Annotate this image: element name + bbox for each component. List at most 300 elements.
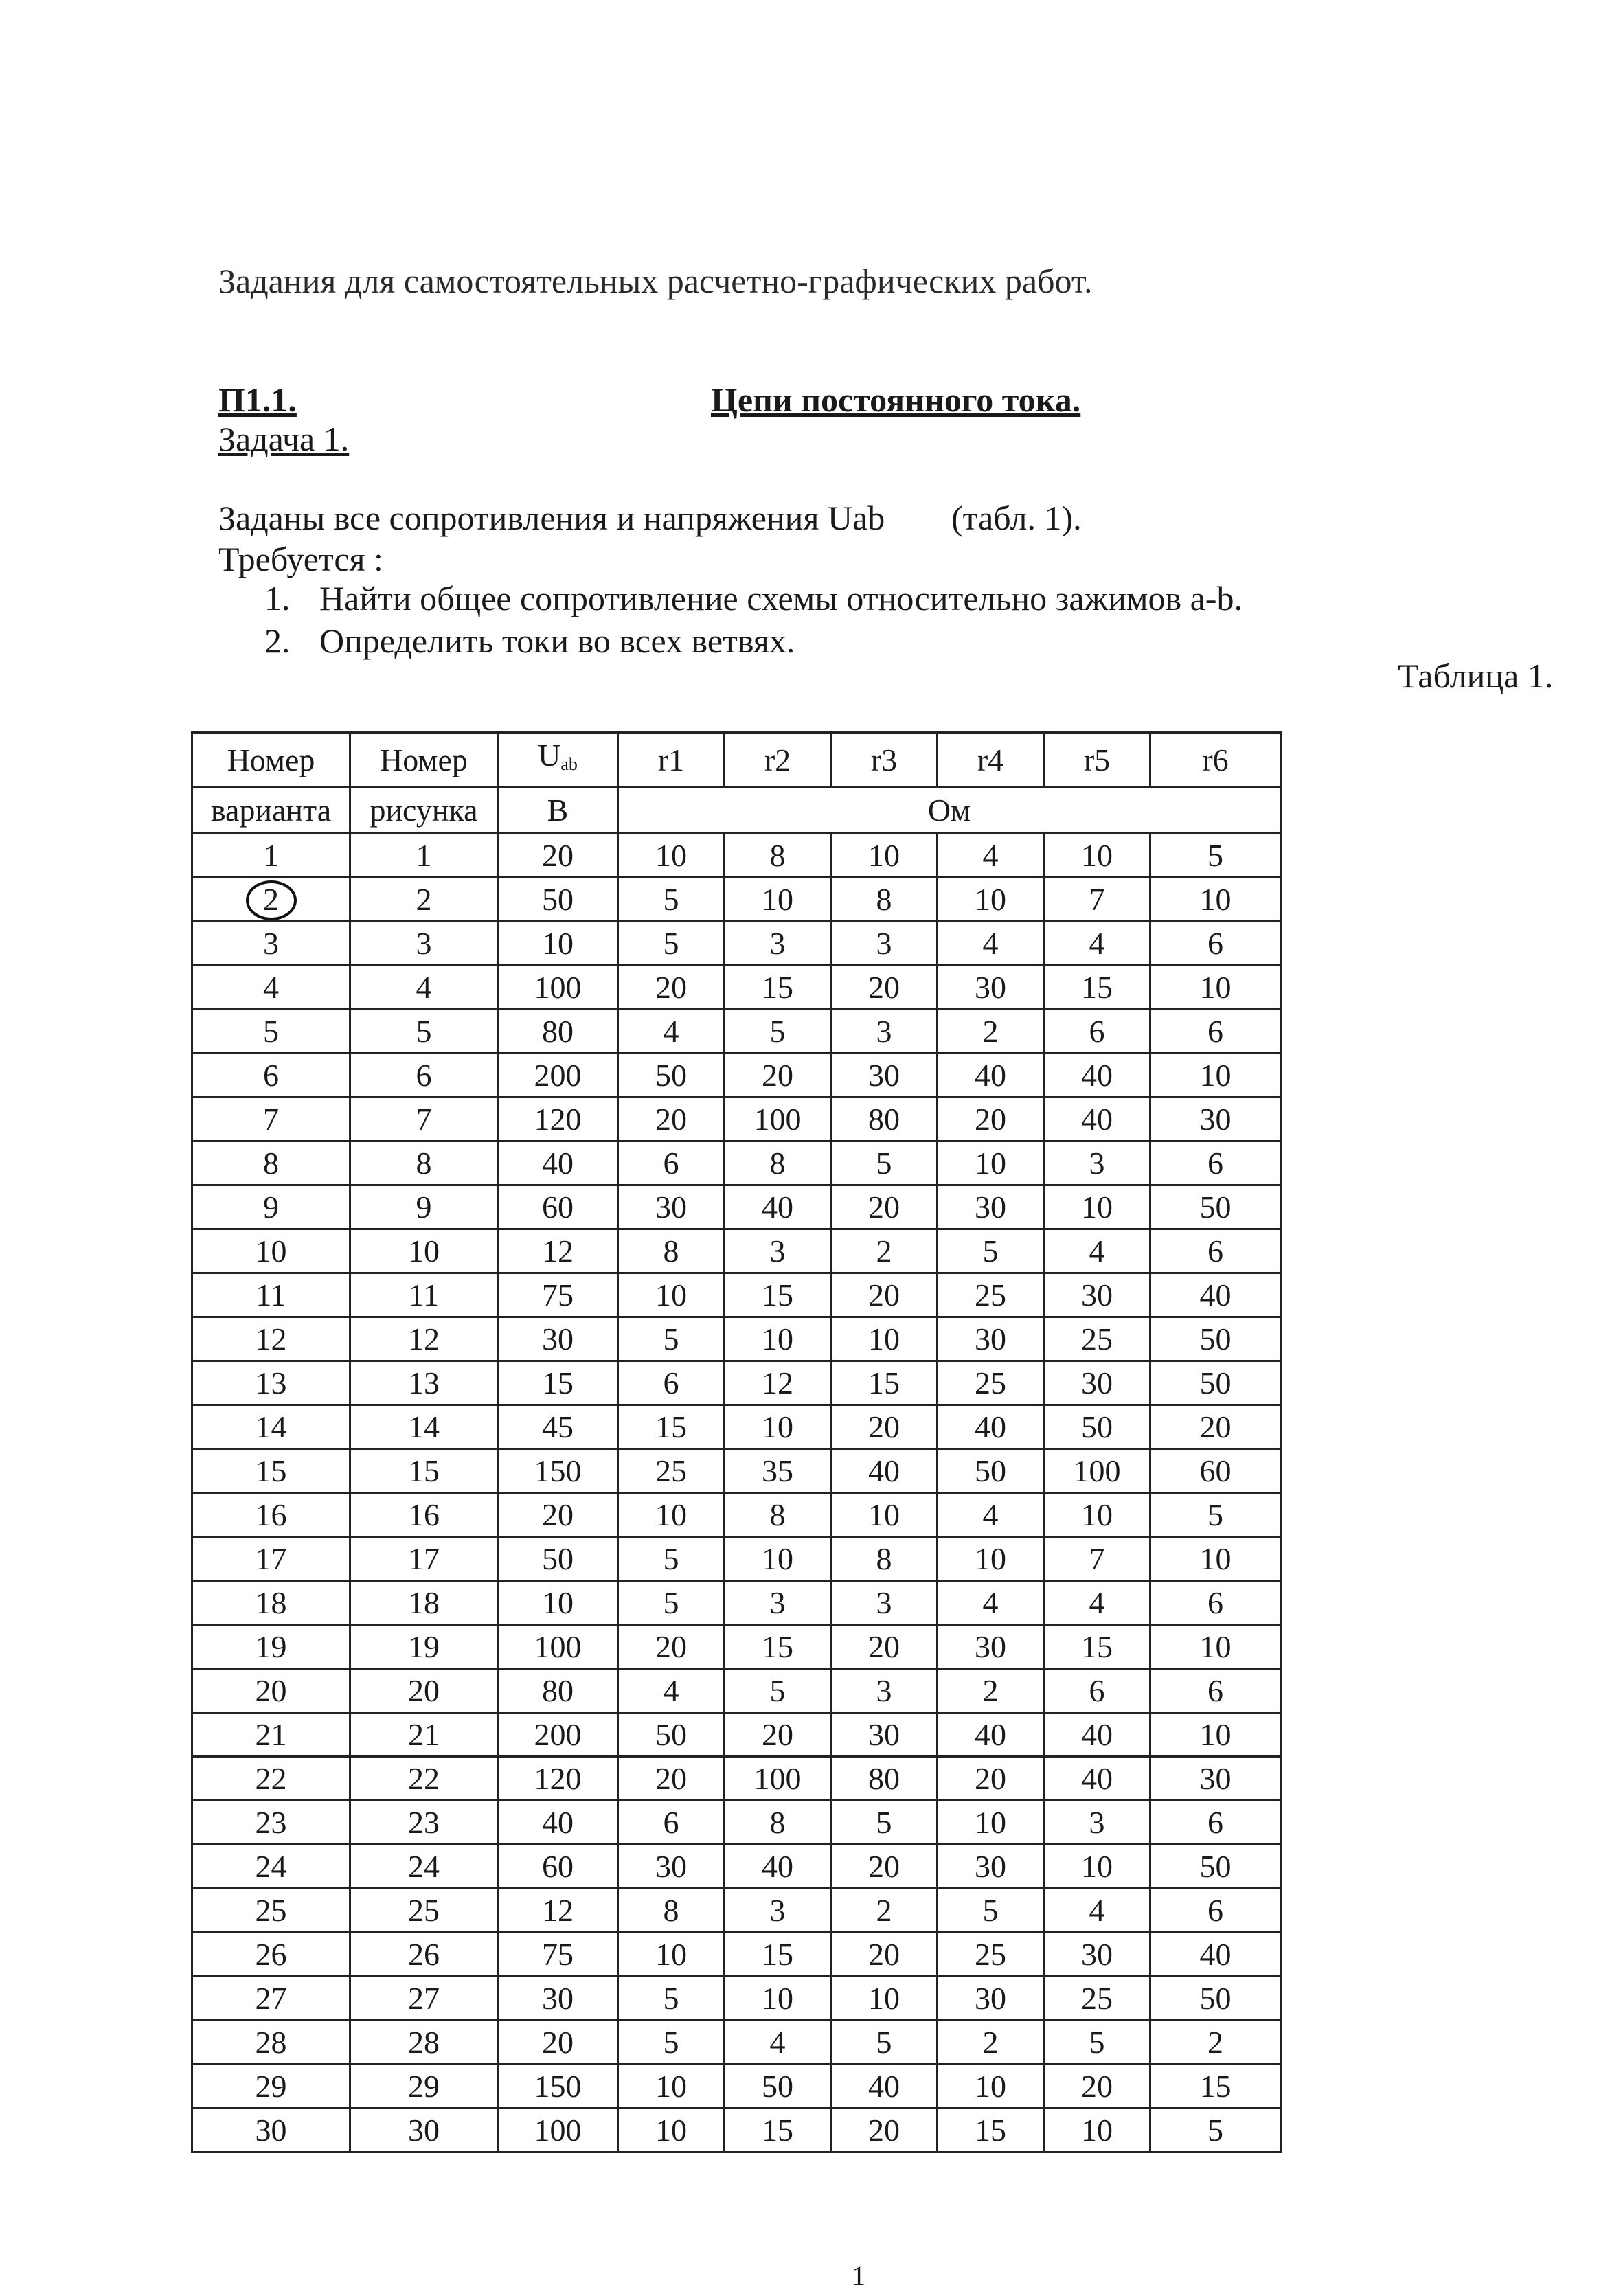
cell-u-ab: 150 <box>498 2065 618 2109</box>
cell-r1: 30 <box>618 1185 725 1229</box>
cell-r1: 8 <box>618 1889 725 1933</box>
cell-figure: 22 <box>350 1757 498 1801</box>
cell-r1: 20 <box>618 966 725 1010</box>
cell-r6: 6 <box>1150 1669 1281 1713</box>
cell-variant <box>192 878 350 922</box>
cell-r5: 40 <box>1044 1054 1150 1098</box>
cell-r5: 4 <box>1044 1581 1150 1625</box>
cell-r2: 15 <box>725 1625 831 1669</box>
table-row <box>192 922 1281 966</box>
cell-u-ab: 100 <box>498 966 618 1010</box>
table-row <box>192 1889 1281 1933</box>
cell-r6: 6 <box>1150 1801 1281 1845</box>
cell-r1: 5 <box>618 1317 725 1361</box>
cell-r1: 50 <box>618 1054 725 1098</box>
cell-r1: 20 <box>618 1757 725 1801</box>
cell-figure: 13 <box>350 1361 498 1405</box>
cell-r3: 10 <box>831 1977 938 2021</box>
cell-r6: 6 <box>1150 922 1281 966</box>
cell-figure: 8 <box>350 1141 498 1185</box>
cell-r3: 20 <box>831 1273 938 1317</box>
cell-r2: 15 <box>725 1273 831 1317</box>
cell-r2: 3 <box>725 1581 831 1625</box>
cell-r6: 50 <box>1150 1845 1281 1889</box>
cell-r6: 10 <box>1150 966 1281 1010</box>
cell-r2: 5 <box>725 1669 831 1713</box>
cell-r3: 20 <box>831 1845 938 1889</box>
cell-r2: 8 <box>725 1801 831 1845</box>
cell-r5: 40 <box>1044 1098 1150 1141</box>
cell-r4: 25 <box>938 1273 1044 1317</box>
cell-u-ab: 20 <box>498 1493 618 1537</box>
cell-u-ab: 15 <box>498 1361 618 1405</box>
cell-variant: 17 <box>192 1537 350 1581</box>
cell-figure: 20 <box>350 1669 498 1713</box>
cell-figure: 14 <box>350 1405 498 1449</box>
cell-r3: 3 <box>831 1010 938 1054</box>
cell-variant: 3 <box>192 922 350 966</box>
variant-table <box>191 731 1282 2153</box>
cell-u-ab: 20 <box>498 834 618 878</box>
cell-r2: 10 <box>725 1537 831 1581</box>
cell-r5: 3 <box>1044 1141 1150 1185</box>
cell-r6: 6 <box>1150 1229 1281 1273</box>
cell-r2: 15 <box>725 2109 831 2152</box>
cell-r6: 10 <box>1150 1625 1281 1669</box>
cell-u-ab: 10 <box>498 1581 618 1625</box>
header-r6: r6 <box>1150 733 1281 788</box>
cell-u-ab: 150 <box>498 1449 618 1493</box>
cell-r2: 50 <box>725 2065 831 2109</box>
cell-r3: 8 <box>831 878 938 922</box>
table-row <box>192 1625 1281 1669</box>
header-figure-sub: рисунка <box>350 788 498 834</box>
cell-figure: 15 <box>350 1449 498 1493</box>
cell-r3: 5 <box>831 2021 938 2065</box>
cell-r1: 20 <box>618 1098 725 1141</box>
cell-figure: 23 <box>350 1801 498 1845</box>
cell-figure: 4 <box>350 966 498 1010</box>
cell-r1: 5 <box>618 2021 725 2065</box>
cell-r2: 8 <box>725 1141 831 1185</box>
cell-u-ab: 75 <box>498 1273 618 1317</box>
cell-r4: 5 <box>938 1229 1044 1273</box>
cell-u-ab: 40 <box>498 1141 618 1185</box>
table-row <box>192 1581 1281 1625</box>
cell-r1: 10 <box>618 2065 725 2109</box>
cell-r4: 10 <box>938 1801 1044 1845</box>
cell-r2: 15 <box>725 966 831 1010</box>
cell-r2: 8 <box>725 834 831 878</box>
cell-r5: 100 <box>1044 1449 1150 1493</box>
cell-r6: 50 <box>1150 1977 1281 2021</box>
cell-r6: 6 <box>1150 1889 1281 1933</box>
cell-r6: 10 <box>1150 1054 1281 1098</box>
cell-r3: 8 <box>831 1537 938 1581</box>
cell-r6: 60 <box>1150 1449 1281 1493</box>
table-row <box>192 1405 1281 1449</box>
cell-r4: 20 <box>938 1098 1044 1141</box>
cell-r3: 20 <box>831 1625 938 1669</box>
cell-r1: 10 <box>618 1933 725 1977</box>
cell-u-ab: 10 <box>498 922 618 966</box>
cell-r5: 20 <box>1044 2065 1150 2109</box>
cell-r5: 4 <box>1044 1229 1150 1273</box>
table-row <box>192 2065 1281 2109</box>
cell-r6: 30 <box>1150 1098 1281 1141</box>
cell-u-ab: 200 <box>498 1054 618 1098</box>
cell-r2: 40 <box>725 1185 831 1229</box>
cell-variant: 29 <box>192 2065 350 2109</box>
cell-r4: 2 <box>938 1669 1044 1713</box>
cell-r4: 40 <box>938 1405 1044 1449</box>
cell-figure: 27 <box>350 1977 498 2021</box>
cell-variant: 4 <box>192 966 350 1010</box>
header-variant: Номер <box>192 733 350 788</box>
cell-r2: 15 <box>725 1933 831 1977</box>
cell-r1: 15 <box>618 1405 725 1449</box>
cell-r4: 30 <box>938 1317 1044 1361</box>
cell-r1: 20 <box>618 1625 725 1669</box>
cell-figure: 28 <box>350 2021 498 2065</box>
cell-r5: 4 <box>1044 1889 1150 1933</box>
cell-r5: 40 <box>1044 1757 1150 1801</box>
cell-r4: 40 <box>938 1054 1044 1098</box>
cell-r6: 10 <box>1150 1713 1281 1757</box>
table-row <box>192 966 1281 1010</box>
cell-variant: 20 <box>192 1669 350 1713</box>
cell-u-ab: 50 <box>498 878 618 922</box>
cell-r1: 30 <box>618 1845 725 1889</box>
table-row <box>192 1933 1281 1977</box>
cell-r3: 40 <box>831 2065 938 2109</box>
table-row <box>192 1185 1281 1229</box>
cell-r1: 50 <box>618 1713 725 1757</box>
cell-u-ab: 30 <box>498 1317 618 1361</box>
table-header-row <box>192 733 1281 788</box>
cell-r5: 30 <box>1044 1273 1150 1317</box>
cell-r4: 5 <box>938 1889 1044 1933</box>
cell-r3: 3 <box>831 1581 938 1625</box>
table-row <box>192 1361 1281 1405</box>
cell-r2: 8 <box>725 1493 831 1537</box>
cell-r2: 35 <box>725 1449 831 1493</box>
cell-u-ab: 200 <box>498 1713 618 1757</box>
cell-variant: 11 <box>192 1273 350 1317</box>
cell-r3: 20 <box>831 2109 938 2152</box>
cell-figure: 11 <box>350 1273 498 1317</box>
cell-u-ab: 40 <box>498 1801 618 1845</box>
requirement-number: 1. <box>264 579 291 617</box>
cell-figure: 9 <box>350 1185 498 1229</box>
cell-r5: 15 <box>1044 1625 1150 1669</box>
cell-r3: 30 <box>831 1054 938 1098</box>
cell-u-ab: 45 <box>498 1405 618 1449</box>
cell-r4: 4 <box>938 834 1044 878</box>
cell-r6: 5 <box>1150 2109 1281 2152</box>
cell-u-ab: 60 <box>498 1845 618 1889</box>
cell-r3: 20 <box>831 1185 938 1229</box>
cell-r5: 6 <box>1044 1669 1150 1713</box>
cell-variant: 22 <box>192 1757 350 1801</box>
cell-r5: 10 <box>1044 1185 1150 1229</box>
cell-r5: 30 <box>1044 1361 1150 1405</box>
cell-r1: 4 <box>618 1669 725 1713</box>
cell-r4: 10 <box>938 2065 1044 2109</box>
cell-r5: 7 <box>1044 1537 1150 1581</box>
cell-r5: 10 <box>1044 1845 1150 1889</box>
cell-r1: 10 <box>618 834 725 878</box>
cell-r6: 50 <box>1150 1361 1281 1405</box>
cell-figure: 16 <box>350 1493 498 1537</box>
cell-r1: 5 <box>618 922 725 966</box>
header-resistance-unit: Ом <box>618 788 1281 834</box>
cell-figure: 25 <box>350 1889 498 1933</box>
header-voltage-subscript: ab <box>560 754 578 774</box>
cell-r5: 15 <box>1044 966 1150 1010</box>
cell-variant: 26 <box>192 1933 350 1977</box>
cell-variant: 28 <box>192 2021 350 2065</box>
cell-r6: 10 <box>1150 1537 1281 1581</box>
cell-r5: 25 <box>1044 1977 1150 2021</box>
cell-r4: 30 <box>938 1977 1044 2021</box>
cell-figure: 19 <box>350 1625 498 1669</box>
header-voltage <box>498 733 618 788</box>
task-label: Задача 1. <box>218 420 350 458</box>
cell-r4: 30 <box>938 1625 1044 1669</box>
cell-r3: 5 <box>831 1141 938 1185</box>
cell-r5: 10 <box>1044 834 1150 878</box>
cell-variant: 10 <box>192 1229 350 1273</box>
cell-u-ab: 30 <box>498 1977 618 2021</box>
table-row <box>192 1054 1281 1098</box>
cell-r6: 40 <box>1150 1933 1281 1977</box>
cell-r2: 10 <box>725 1317 831 1361</box>
cell-r4: 25 <box>938 1361 1044 1405</box>
cell-r2: 20 <box>725 1713 831 1757</box>
cell-r5: 10 <box>1044 1493 1150 1537</box>
cell-r5: 5 <box>1044 2021 1150 2065</box>
cell-variant: 6 <box>192 1054 350 1098</box>
cell-variant: 18 <box>192 1581 350 1625</box>
table-row <box>192 1273 1281 1317</box>
cell-variant: 7 <box>192 1098 350 1141</box>
table-row <box>192 1537 1281 1581</box>
header-r2: r2 <box>725 733 831 788</box>
cell-figure: 29 <box>350 2065 498 2109</box>
cell-variant: 14 <box>192 1405 350 1449</box>
cell-r3: 40 <box>831 1449 938 1493</box>
requirement-text: Найти общее сопротивление схемы относительно зажимов a-b. <box>319 579 1243 617</box>
cell-r5: 10 <box>1044 2109 1150 2152</box>
cell-figure: 21 <box>350 1713 498 1757</box>
header-voltage-unit: В <box>498 788 618 834</box>
cell-r6: 2 <box>1150 2021 1281 2065</box>
table-row <box>192 1317 1281 1361</box>
given-text: Заданы все сопротивления и напряжения Uab <box>218 499 885 537</box>
cell-r1: 25 <box>618 1449 725 1493</box>
table-row <box>192 1141 1281 1185</box>
cell-r4: 4 <box>938 1493 1044 1537</box>
cell-r1: 4 <box>618 1010 725 1054</box>
section-number: П1.1. <box>218 380 297 419</box>
cell-r3: 5 <box>831 1801 938 1845</box>
cell-r2: 10 <box>725 1405 831 1449</box>
cell-r4: 30 <box>938 1845 1044 1889</box>
cell-r3: 15 <box>831 1361 938 1405</box>
cell-r2: 3 <box>725 1229 831 1273</box>
cell-r3: 30 <box>831 1713 938 1757</box>
cell-r3: 10 <box>831 1493 938 1537</box>
cell-r2: 4 <box>725 2021 831 2065</box>
given-table-ref: (табл. 1). <box>951 499 1082 537</box>
cell-r6: 30 <box>1150 1757 1281 1801</box>
cell-r1: 10 <box>618 1493 725 1537</box>
cell-r2: 100 <box>725 1098 831 1141</box>
cell-r6: 5 <box>1150 1493 1281 1537</box>
cell-u-ab: 75 <box>498 1933 618 1977</box>
table-header-row <box>192 788 1281 834</box>
cell-r4: 2 <box>938 2021 1044 2065</box>
table-row <box>192 878 1281 922</box>
header-voltage-symbol: U <box>538 738 561 773</box>
requirement-number: 2. <box>264 622 291 660</box>
cell-variant: 1 <box>192 834 350 878</box>
cell-r3: 10 <box>831 834 938 878</box>
cell-variant: 16 <box>192 1493 350 1537</box>
cell-r3: 3 <box>831 1669 938 1713</box>
cell-u-ab: 100 <box>498 2109 618 2152</box>
cell-r3: 20 <box>831 1933 938 1977</box>
cell-r4: 30 <box>938 966 1044 1010</box>
table-row <box>192 1845 1281 1889</box>
cell-r1: 5 <box>618 878 725 922</box>
cell-figure: 2 <box>350 878 498 922</box>
cell-figure: 12 <box>350 1317 498 1361</box>
cell-variant: 19 <box>192 1625 350 1669</box>
cell-figure: 6 <box>350 1054 498 1098</box>
cell-r3: 2 <box>831 1229 938 1273</box>
cell-r6: 40 <box>1150 1273 1281 1317</box>
cell-r6: 6 <box>1150 1010 1281 1054</box>
cell-r3: 2 <box>831 1889 938 1933</box>
table-caption: Таблица 1. <box>1398 657 1554 695</box>
cell-r1: 6 <box>618 1141 725 1185</box>
cell-figure: 26 <box>350 1933 498 1977</box>
cell-r2: 3 <box>725 922 831 966</box>
cell-r2: 40 <box>725 1845 831 1889</box>
cell-r2: 5 <box>725 1010 831 1054</box>
cell-r6: 5 <box>1150 834 1281 878</box>
table-row <box>192 1669 1281 1713</box>
cell-variant: 21 <box>192 1713 350 1757</box>
cell-variant: 13 <box>192 1361 350 1405</box>
cell-r2: 12 <box>725 1361 831 1405</box>
cell-figure: 10 <box>350 1229 498 1273</box>
page-number: 1 <box>852 2260 865 2291</box>
cell-r6: 6 <box>1150 1141 1281 1185</box>
table-row <box>192 2021 1281 2065</box>
table-row <box>192 1010 1281 1054</box>
cell-r6: 6 <box>1150 1581 1281 1625</box>
cell-variant: 12 <box>192 1317 350 1361</box>
section-title: Цепи постоянного тока. <box>711 380 1081 419</box>
cell-r1: 5 <box>618 1537 725 1581</box>
header-figure: Номер <box>350 733 498 788</box>
required-label: Требуется : <box>218 540 383 578</box>
cell-r2: 20 <box>725 1054 831 1098</box>
cell-variant: 23 <box>192 1801 350 1845</box>
cell-r2: 3 <box>725 1889 831 1933</box>
cell-r1: 5 <box>618 1581 725 1625</box>
cell-u-ab: 50 <box>498 1537 618 1581</box>
cell-r5: 4 <box>1044 922 1150 966</box>
cell-r3: 3 <box>831 922 938 966</box>
header-r4: r4 <box>938 733 1044 788</box>
cell-r3: 10 <box>831 1317 938 1361</box>
cell-r1: 10 <box>618 2109 725 2152</box>
cell-r2: 10 <box>725 1977 831 2021</box>
table-row <box>192 834 1281 878</box>
cell-u-ab: 20 <box>498 2021 618 2065</box>
cell-r5: 25 <box>1044 1317 1150 1361</box>
table-row <box>192 1229 1281 1273</box>
cell-r1: 8 <box>618 1229 725 1273</box>
cell-r3: 20 <box>831 1405 938 1449</box>
cell-r6: 15 <box>1150 2065 1281 2109</box>
cell-r5: 40 <box>1044 1713 1150 1757</box>
cell-r4: 4 <box>938 922 1044 966</box>
cell-variant: 27 <box>192 1977 350 2021</box>
cell-r2: 10 <box>725 878 831 922</box>
header-r1: r1 <box>618 733 725 788</box>
cell-r2: 100 <box>725 1757 831 1801</box>
cell-r5: 3 <box>1044 1801 1150 1845</box>
cell-r3: 80 <box>831 1098 938 1141</box>
cell-r4: 2 <box>938 1010 1044 1054</box>
cell-u-ab: 80 <box>498 1669 618 1713</box>
cell-r1: 6 <box>618 1801 725 1845</box>
header-variant-sub: варианта <box>192 788 350 834</box>
cell-u-ab: 120 <box>498 1757 618 1801</box>
cell-figure: 17 <box>350 1537 498 1581</box>
cell-figure: 3 <box>350 922 498 966</box>
cell-variant: 5 <box>192 1010 350 1054</box>
table-row <box>192 1449 1281 1493</box>
cell-r4: 30 <box>938 1185 1044 1229</box>
cell-r4: 40 <box>938 1713 1044 1757</box>
cell-r4: 15 <box>938 2109 1044 2152</box>
cell-variant: 8 <box>192 1141 350 1185</box>
cell-r6: 50 <box>1150 1317 1281 1361</box>
cell-r1: 10 <box>618 1273 725 1317</box>
requirement-text: Определить токи во всех ветвях. <box>319 622 795 660</box>
cell-variant: 9 <box>192 1185 350 1229</box>
cell-r1: 5 <box>618 1977 725 2021</box>
table-row <box>192 1977 1281 2021</box>
cell-u-ab: 12 <box>498 1229 618 1273</box>
cell-r3: 20 <box>831 966 938 1010</box>
cell-variant: 15 <box>192 1449 350 1493</box>
cell-r3: 80 <box>831 1757 938 1801</box>
cell-r4: 4 <box>938 1581 1044 1625</box>
circled-variant-mark: 2 <box>246 880 297 920</box>
cell-r4: 10 <box>938 1141 1044 1185</box>
cell-u-ab: 60 <box>498 1185 618 1229</box>
cell-r5: 50 <box>1044 1405 1150 1449</box>
cell-u-ab: 120 <box>498 1098 618 1141</box>
cell-figure: 30 <box>350 2109 498 2152</box>
